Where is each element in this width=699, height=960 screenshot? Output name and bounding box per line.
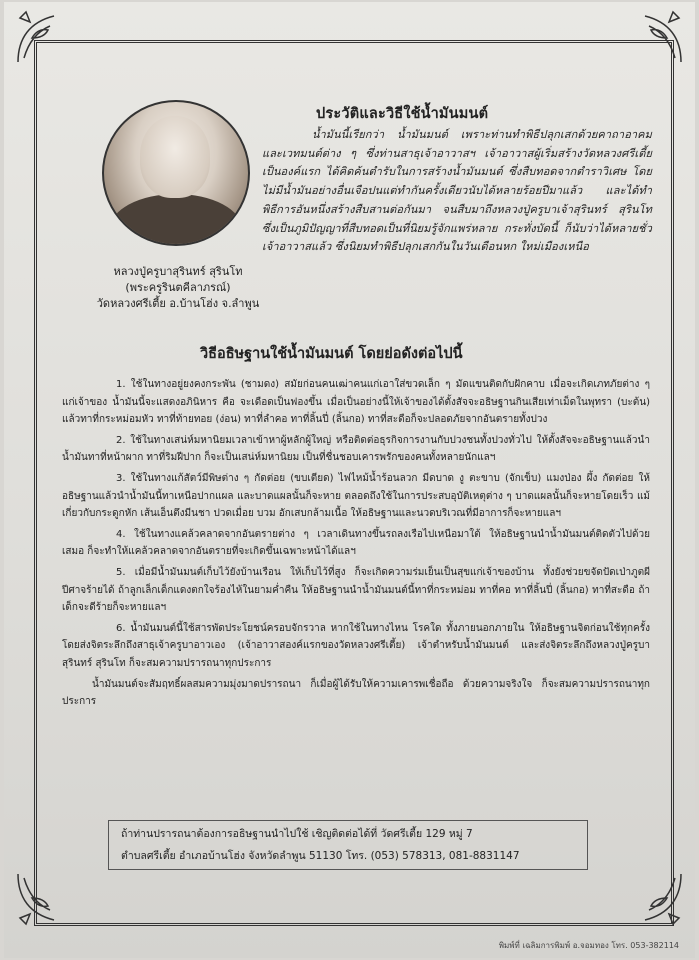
contact-line-phone: ตำบลศรีเตี้ย อำเภอบ้านโฮ่ง จังหวัดลำพูน 51130 โทร. (053) 578313, 081-8831147 (121, 850, 520, 862)
ornament-corner-bottom-right (627, 866, 689, 928)
method-item: 6. น้ำมันมนต์นี้ใช้สารพัดประโยชน์ครอบจักรวาล หากใช้ในทางไหน โรคใด ทั้งภายนอกภายใน ให้อธิษฐานจิตก่อนใช้ทุกครั้ง โดยส่งจิตระลึกถึงสาธุเจ้าครูบาอาวเอง (เจ้าอาวาสองค์แรกของวัดหลวงศรีเตี้ย) เจ้าตำหรับน้ำมันมนต์ และส่งจิตระลึกถึงหลวงปู่ครูบาสุรินทร์ สุรินโท ก็จะสมความปรารถนาทุกประการ (62, 622, 650, 669)
contact-box (108, 820, 588, 870)
history-paragraph: น้ำมันนี้เรียกว่า น้ำมันมนต์ เพราะท่านทำพิธีปลุกเสกด้วยคาถาอาคม และเวทมนต์ต่าง ๆ ซึ่งท่านสาธุเจ้าอาวาสฯ เจ้าอาวาสผู้เริ่มสร้างวัดหลวงศรีเตี้ยเป็นองค์แรก ได้คิดค้นตำรับในการสร้างน้ำมันมนต์ ซึ่งสืบทอดจากตำราวิเศษ โดยไม่มีน้ำมันอย่างอื่นเจือปนแต่ทำกันครั้งเดียวนับได้หลายร้อยปีมาแล้ว และได้ทำพิธีการอันหนึ่งสร้างสืบสานต่อกันมา จนสืบมาถึงหลวงปู่ครูบาเจ้าสุรินทร์ สุรินโท ซึ่งเป็นภูมิปัญญาที่สืบทอดเป็นที่นิยมรู้จักแพร่หลาย กระทั่งบัดนี้ ก็นับว่าได้หลายชั่วเจ้าอาวาสแล้ว ซึ่งนิยมทำพิธีปลุกเสกกันในวันเดือนหก ใหม่เมืองเหนือ (262, 128, 652, 254)
portrait-robe (110, 194, 242, 246)
monk-temple: วัดหลวงศรีเตี้ย อ.บ้านโฮ่ง จ.ลำพูน (96, 297, 260, 310)
document-sheet (4, 2, 695, 958)
contact-line-address: ถ้าท่านปรารถนาต้องการอธิษฐานนำไปใช้ เชิญติดต่อได้ที่ วัดศรีเตี้ย 129 หมู่ 7 (121, 828, 473, 840)
method-item: 2. ใช้ในทางเสน่ห์มหานิยมเวลาเข้าหาผู้หลักผู้ใหญ่ หรือติดต่อธุรกิจการงานกับปวงชนทั้งปวงทั่วไป ให้ตั้งสัจจะอธิษฐานแล้วนำน้ำมันทาที่หน้าผาก ทาที่ริมฝีปาก ก็จะเป็นเสน่ห์มหานิยม เป็นที่ชื่นชอบเคารพรักของคนทั้งหลายนักแลฯ (62, 434, 650, 464)
monk-portrait (102, 100, 250, 246)
monk-title: (พระครูรินตคีลาภรณ์) (125, 281, 231, 294)
closing-statement: น้ำมันมนต์จะสัมฤทธิ์ผลสมความมุ่งมาดปรารถนา ก็เมื่อผู้ได้รับให้ความเคารพเชื่อถือ ด้วยความจริงใจ ก็จะสมความปรารถนาทุกประการ (62, 678, 650, 708)
method-item: 3. ใช้ในทางแก้สัตว์มีพิษต่าง ๆ กัดต่อย (ขบเตียด) ไฟไหม้น้ำร้อนลวก มีดบาด งู ตะขาบ (จักเข็บ) แมงป่อง ผึ้ง กัดต่อย ให้อธิษฐานแล้วนำน้ำมันนี้ทาเหนือปากแผล และบาดแผลนั้นก็จะหาย ตลอดถึงใช้ในการประสบอุบัติเหตุต่าง ๆ บาดแผลนั้นก็จะหายโดยเร็ว แม้เกี่ยวกับกระดูกหัก เส้นเอ็นตึงมีนชา ปวดเมื่อย บวม อักเสบกล้ามเนื้อ ให้อธิษฐานและนวดบริเวณที่มีอาการก็จะหายแลฯ (62, 472, 650, 520)
ornament-corner-top-right (627, 8, 689, 70)
monk-name: หลวงปู่ครูบาสุรินทร์ สุรินโท (113, 265, 243, 278)
method-item: 1. ใช้ในทางอยู่ยงคงกระพัน (ชามดง) สมัยก่อนคนเฒ่าคนแก่เอาใส่ขวดเล็ก ๆ มัดแขนติดกับฝักคาบ เมื่อจะเกิดเภทภัยต่าง ๆ แก่เจ้าของ น้ำมันนี้จะแสดงอภินิหาร คือ จะเดือดเป็นฟองขึ้น เมื่อเป็นอย่างนี้ให้เจ้าของได้ตั้งสัจจะอธิษฐานกินเสียเท่าเม็ดในพุทรา (บะต้น) แล้วทาที่กระหม่อมหัว ทาที่ท้ายทอย (ง่อน) ทาที่ลำคอ ทาที่ลิ้นปี่ (ลิ้นกอ) ทาที่สะดือก็จะปลอดภัยจากอันตรายทั้งปวง (62, 379, 650, 426)
method-item: 4. ใช้ในทางแคล้วคลาดจากอันตรายต่าง ๆ เวลาเดินทางขึ้นรถลงเรือไปเหนือมาใต้ ให้อธิษฐานนำน้ำมันมนต์ติดตัวไปด้วยเสมอ ก็จะทำให้แคล้วคลาดจากอันตรายที่จะเกิดขึ้นเฉพาะหน้าได้แลฯ (62, 528, 650, 558)
printer-footer: พิมพ์ที่ เฉลิมการพิมพ์ อ.จอมทอง โทร. 053-382114 (498, 941, 679, 950)
method-list (62, 376, 650, 714)
ornament-corner-top-left (10, 8, 72, 70)
history-heading: ประวัติและวิธีใช้น้ำมันมนต์ (316, 106, 489, 122)
portrait-face (140, 116, 210, 198)
method-item: 5. เมื่อมีน้ำมันมนต์เก็บไว้ยังบ้านเรือน ให้เก็บไว้ที่สูง ก็จะเกิดความร่มเย็นเป็นสุขแก่เจ้าของบ้าน ทั้งยังช่วยขจัดปัดเป่าภูตผีปีศาจร้ายได้ ถ้าลูกเล็กเด็กแดงตกใจร้องไห้ในยามค่ำคืน ให้อธิษฐานนำน้ำมันมนต์นี้ทาที่กระหม่อม ทาที่คอ ทาที่ลิ้นปี่ (ลิ้นกอ) ทาที่สะดือ ถ้าเด็กจะดีร้ายก็จะหายแลฯ (62, 566, 650, 614)
method-heading: วิธีอธิษฐานใช้น้ำมันมนต์ โดยย่อดังต่อไปนี้ (200, 346, 463, 362)
ornament-corner-bottom-left (10, 866, 72, 928)
